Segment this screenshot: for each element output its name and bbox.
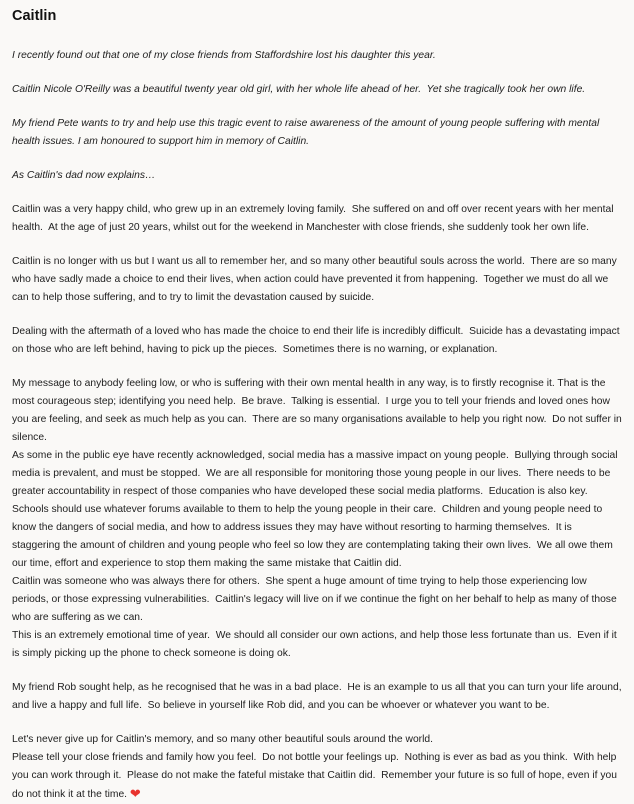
body-paragraph-7: This is an extremely emotional time of year. We should all consider our own actions, and help those less fortunate than us. Even if it is simply picking up the phone to check someone is doing ok. [12, 630, 620, 659]
closing-paragraph-text: Please tell your close friends and family how you feel. Do not bottle your feelings up. Nothing is ever as bad as you think. With help you can work through it. Please do not make the fateful mistake that Caitlin did. Remember your future is so full of hope, even if you do not think it at the time. [12, 752, 620, 800]
body-paragraph-8: My friend Rob sought help, as he recognised that he was in a bad place. He is an example to us all that you can turn your life around, and live a happy and full life. So believe in yourself like Rob did, and you can be whoever or whatever you want to be. [12, 682, 625, 711]
intro-paragraph-1: I recently found out that one of my close friends from Staffordshire lost his daughter this year. [12, 50, 436, 61]
body-paragraph-4: My message to anybody feeling low, or who is suffering with their own mental health in any way, is to firstly recognise it. That is the most courageous step; identifying you need help. Be brave. Talking is essential. I urge you to tell your friends and loved ones how you are feeling, and seek as much help as you can. There are so many organisations available to help you right now. Do not suffer in silence. [12, 378, 625, 443]
body-paragraph-6: Caitlin was someone who was always there for others. She spent a huge amount of time trying to help those experiencing low periods, or those expressing vulnerabilities. Caitlin's legacy will live on if we continue the fight on her behalf to help as many of those who are suffering as we can. [12, 576, 620, 623]
body-paragraph-3: Dealing with the aftermath of a loved who has made the choice to end their life is incredibly difficult. Suicide has a devastating impact on those who are left behind, having to pick up the pieces. Sometimes there is no warning, or explanation. [12, 326, 623, 355]
body-paragraph-2: Caitlin is no longer with us but I want us all to remember her, and so many other beautiful souls across the world. There are so many who have sadly made a choice to end their lives, when action could have prevented it from happening. Together we must do all we can to help those suffering, and to try to limit the devastation caused by suicide. [12, 256, 620, 303]
body-paragraph-10 [12, 749, 622, 804]
intro-paragraph-3: My friend Pete wants to try and help use this tragic event to raise awareness of the amount of young people suffering with mental health issues. I am honoured to support him in memory of Caitlin. [12, 118, 603, 147]
intro-paragraph-4: As Caitlin's dad now explains… [12, 170, 156, 181]
intro-paragraph-2: Caitlin Nicole O'Reilly was a beautiful twenty year old girl, with her whole life ahead of her. Yet she tragically took her own life. [12, 84, 586, 95]
body-paragraph-9: Let's never give up for Caitlin's memory, and so many other beautiful souls around the world. [12, 734, 433, 745]
body-paragraph-1: Caitlin was a very happy child, who grew up in an extremely loving family. She suffered on and off over recent years with her mental health. At the age of just 20 years, whilst out for the weekend in Manchester with close friends, she suddenly took her own life. [12, 204, 617, 233]
red-heart-icon: ❤ [129, 786, 141, 801]
page-title: Caitlin [12, 8, 57, 24]
body-paragraph-5: As some in the public eye have recently acknowledged, social media has a massive impact on young people. Bullying through social media is prevalent, and must be stopped. We are all responsible for monitoring those young people in our lives. There needs to be greater accountability in respect of those companies who have developed these social media platforms. Education is also key. Schools should use whatever forums available to them to help the young people in their care. Children and young people need to know the dangers of social media, and how to address issues they may have without resorting to harming themselves. It is staggering the amount of children and young people who feel so low they are contemplating taking their own lives. We all owe them our time, effort and experience to stop them making the same mistake that Caitlin did. [12, 450, 621, 569]
